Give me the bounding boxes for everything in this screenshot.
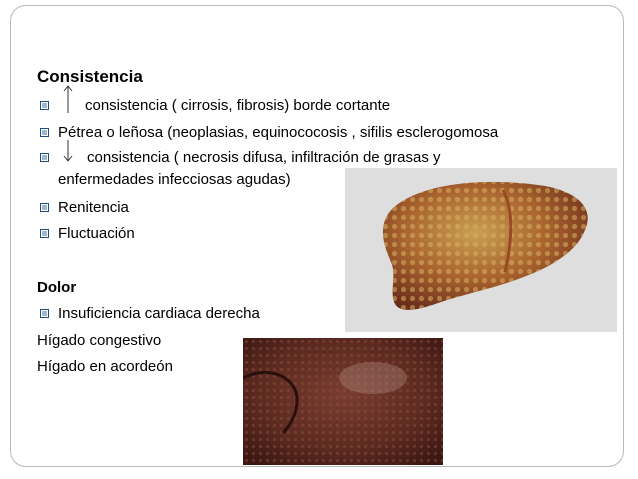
consistencia-item-text: Renitencia: [58, 199, 129, 216]
consistencia-item-continuation: enfermedades infecciosas agudas): [58, 171, 291, 188]
dolor-line: Hígado en acordeón: [37, 358, 173, 375]
congestive-liver-image: [243, 338, 443, 465]
dolor-heading: Dolor: [37, 279, 77, 296]
consistencia-item-text: consistencia ( necrosis difusa, infiltración de grasas y: [87, 149, 441, 166]
cirrhotic-liver-image: [345, 168, 617, 332]
dolor-item-text: Insuficiencia cardiaca derecha: [58, 305, 260, 322]
bullet-square-icon: [40, 128, 49, 137]
bullet-square-icon: [40, 153, 49, 162]
dolor-line: Hígado congestivo: [37, 332, 162, 349]
bullet-square-icon: [40, 309, 49, 318]
bullet-square-icon: [40, 229, 49, 238]
bullet-square-icon: [40, 101, 49, 110]
consistencia-item-text: Fluctuación: [58, 225, 135, 242]
consistencia-item-text: consistencia ( cirrosis, fibrosis) borde cortante: [85, 97, 391, 114]
consistencia-item-text: Pétrea o leñosa (neoplasias, equinococosis , sifilis esclerogomosa: [58, 124, 499, 141]
bullet-square-icon: [40, 203, 49, 212]
up-arrow-icon: [62, 83, 74, 115]
down-arrow-icon: [62, 138, 74, 164]
consistencia-heading: Consistencia: [37, 67, 143, 86]
